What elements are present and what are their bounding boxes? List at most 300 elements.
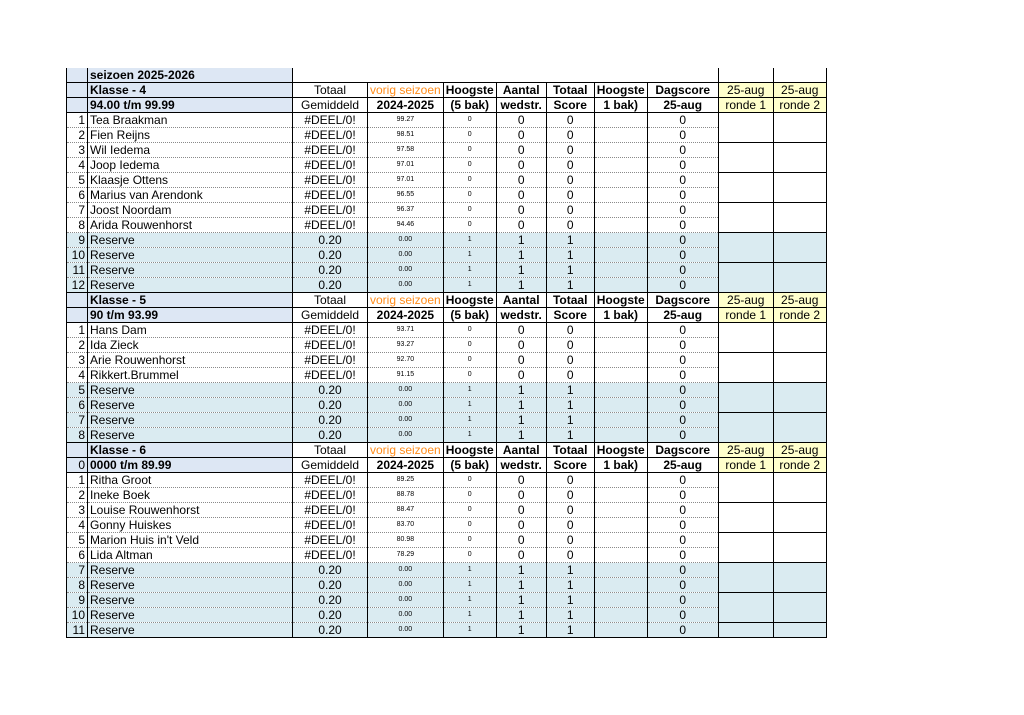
player-gemiddeld: #DEEL/0! [293,173,368,188]
score-sheet [66,68,827,638]
player-hoogste-1bak [594,323,647,338]
ronde-2-cell[interactable] [773,503,826,518]
reserve-row [67,263,827,278]
ronde-2-cell[interactable] [773,248,826,263]
ronde-2-cell[interactable] [773,563,826,578]
player-dagscore: 0 [647,563,718,578]
player-gemiddeld: #DEEL/0! [293,113,368,128]
player-row [67,158,827,173]
player-vorig-seizoen: 0.00 [368,578,444,593]
col-totaal: Totaal [293,443,368,458]
player-dagscore: 0 [647,608,718,623]
reserve-row [67,578,827,593]
row-number: 4 [67,158,88,173]
player-vorig-seizoen: 0.00 [368,428,444,443]
ronde-1-cell[interactable] [718,593,773,608]
player-hoogste-1bak [594,383,647,398]
player-vorig-seizoen: 96.37 [368,203,444,218]
col-ronde-2: ronde 2 [773,458,826,473]
ronde-1-cell[interactable] [718,158,773,173]
player-aantal: 0 [496,488,546,503]
player-gemiddeld: 0.20 [293,383,368,398]
ronde-2-cell[interactable] [773,278,826,293]
player-name[interactable]: Reserve [88,263,293,278]
player-dagscore: 0 [647,248,718,263]
player-vorig-seizoen: 0.00 [368,263,444,278]
player-vorig-seizoen: 88.78 [368,488,444,503]
ronde-1-cell[interactable] [718,263,773,278]
player-name[interactable]: Joop Iedema [88,158,293,173]
player-name[interactable]: Ineke Boek [88,488,293,503]
player-name[interactable]: Marius van Arendonk [88,188,293,203]
player-totaal-score: 1 [546,563,594,578]
ronde-1-cell[interactable] [718,518,773,533]
row-number: 5 [67,173,88,188]
player-aantal: 0 [496,173,546,188]
ronde-2-cell[interactable] [773,608,826,623]
row-number: 11 [67,623,88,638]
ronde-1-cell[interactable] [718,278,773,293]
player-name[interactable]: Reserve [88,398,293,413]
player-gemiddeld: #DEEL/0! [293,533,368,548]
player-gemiddeld: #DEEL/0! [293,143,368,158]
class-subheader-row [67,98,827,113]
player-name[interactable]: Reserve [88,248,293,263]
player-gemiddeld: #DEEL/0! [293,473,368,488]
col-vorig-seizoen: vorig seizoen [368,83,444,98]
col-score: Score [546,458,594,473]
ronde-2-cell[interactable] [773,353,826,368]
player-hoogste: 1 [443,383,496,398]
player-hoogste: 0 [443,548,496,563]
player-totaal-score: 1 [546,623,594,638]
reserve-row [67,383,827,398]
ronde-2-cell[interactable] [773,578,826,593]
player-aantal: 1 [496,563,546,578]
player-vorig-seizoen: 0.00 [368,248,444,263]
player-totaal-score: 0 [546,113,594,128]
player-row [67,368,827,383]
player-vorig-seizoen: 0.00 [368,383,444,398]
ronde-2-cell[interactable] [773,413,826,428]
player-name[interactable]: Arie Rouwenhorst [88,353,293,368]
col-totaal: Totaal [293,83,368,98]
player-hoogste: 1 [443,623,496,638]
ronde-1-cell[interactable] [718,353,773,368]
col-aantal: Aantal [496,293,546,308]
player-aantal: 0 [496,143,546,158]
player-name[interactable]: Ida Zieck [88,338,293,353]
player-hoogste: 0 [443,203,496,218]
row-number: 4 [67,518,88,533]
player-totaal-score: 0 [546,188,594,203]
player-totaal-score: 0 [546,503,594,518]
ronde-1-cell[interactable] [718,113,773,128]
player-name[interactable]: Reserve [88,578,293,593]
ronde-1-cell[interactable] [718,188,773,203]
row-number: 1 [67,113,88,128]
player-totaal-score: 0 [546,158,594,173]
col-vijf-bak: (5 bak) [443,458,496,473]
player-dagscore: 0 [647,158,718,173]
ronde-2-cell[interactable] [773,383,826,398]
ronde-2-cell[interactable] [773,143,826,158]
player-name[interactable]: Marion Huis in't Veld [88,533,293,548]
player-totaal-score: 1 [546,248,594,263]
player-name[interactable]: Reserve [88,623,293,638]
player-gemiddeld: #DEEL/0! [293,488,368,503]
col-hoogste-1bak: Hoogste [594,293,647,308]
ronde-1-cell[interactable] [718,128,773,143]
player-aantal: 0 [496,128,546,143]
ronde-2-cell[interactable] [773,488,826,503]
player-aantal: 0 [496,203,546,218]
ronde-1-cell[interactable] [718,218,773,233]
row-number: 8 [67,428,88,443]
player-dagscore: 0 [647,368,718,383]
col-wedstr: wedstr. [496,458,546,473]
ronde-2-cell[interactable] [773,533,826,548]
row-number: 7 [67,563,88,578]
col-een-bak: 1 bak) [594,458,647,473]
player-name[interactable]: Ritha Groot [88,473,293,488]
player-dagscore: 0 [647,548,718,563]
player-hoogste-1bak [594,488,647,503]
ronde-2-cell[interactable] [773,323,826,338]
reserve-row [67,413,827,428]
ronde-2-cell[interactable] [773,203,826,218]
ronde-1-cell[interactable] [718,623,773,638]
class-range: 90 t/m 93.99 [88,308,293,323]
player-hoogste-1bak [594,113,647,128]
player-hoogste: 1 [443,428,496,443]
player-hoogste-1bak [594,143,647,158]
player-name[interactable]: Reserve [88,383,293,398]
player-aantal: 0 [496,518,546,533]
player-gemiddeld: 0.20 [293,563,368,578]
player-gemiddeld: #DEEL/0! [293,518,368,533]
player-gemiddeld: 0.20 [293,248,368,263]
player-gemiddeld: 0.20 [293,623,368,638]
season-blank-r2 [773,68,826,83]
player-vorig-seizoen: 0.00 [368,593,444,608]
player-hoogste-1bak [594,473,647,488]
player-aantal: 1 [496,263,546,278]
ronde-2-cell[interactable] [773,158,826,173]
player-aantal: 1 [496,413,546,428]
player-name[interactable]: Reserve [88,428,293,443]
player-hoogste-1bak [594,623,647,638]
player-dagscore: 0 [647,188,718,203]
col-ronde-1: ronde 1 [718,308,773,323]
ronde-1-cell[interactable] [718,533,773,548]
player-gemiddeld: #DEEL/0! [293,503,368,518]
row-number: 1 [67,473,88,488]
ronde-1-cell[interactable] [718,473,773,488]
player-hoogste-1bak [594,368,647,383]
player-dagscore: 0 [647,128,718,143]
player-name[interactable]: Tea Braakman [88,113,293,128]
player-dagscore: 0 [647,503,718,518]
player-row [67,128,827,143]
player-totaal-score: 0 [546,533,594,548]
player-name[interactable]: Rikkert.Brummel [88,368,293,383]
player-gemiddeld: #DEEL/0! [293,338,368,353]
player-hoogste: 0 [443,473,496,488]
row-number: 7 [67,413,88,428]
season-blank [293,68,719,83]
player-aantal: 0 [496,533,546,548]
row-number: 6 [67,548,88,563]
row-number: 3 [67,503,88,518]
player-hoogste-1bak [594,608,647,623]
ronde-1-cell[interactable] [718,143,773,158]
player-dagscore: 0 [647,533,718,548]
player-name[interactable]: Lida Altman [88,548,293,563]
player-hoogste-1bak [594,548,647,563]
player-hoogste: 0 [443,353,496,368]
row-number: 5 [67,533,88,548]
reserve-row [67,278,827,293]
player-totaal-score: 0 [546,143,594,158]
ronde-1-cell[interactable] [718,398,773,413]
player-gemiddeld: 0.20 [293,233,368,248]
player-hoogste: 0 [443,113,496,128]
player-row [67,488,827,503]
ronde-2-cell[interactable] [773,473,826,488]
player-row [67,218,827,233]
ronde-2-cell[interactable] [773,398,826,413]
player-name[interactable]: Fien Reijns [88,128,293,143]
player-name[interactable]: Gonny Huiskes [88,518,293,533]
player-totaal-score: 0 [546,323,594,338]
row-number: 8 [67,578,88,593]
player-name[interactable]: Reserve [88,593,293,608]
player-vorig-seizoen: 83.70 [368,518,444,533]
player-vorig-seizoen: 97.01 [368,173,444,188]
player-totaal-score: 0 [546,548,594,563]
col-vijf-bak: (5 bak) [443,308,496,323]
player-totaal-score: 0 [546,338,594,353]
player-aantal: 1 [496,248,546,263]
ronde-1-cell[interactable] [718,488,773,503]
ronde-2-cell[interactable] [773,593,826,608]
ronde-1-cell[interactable] [718,173,773,188]
row-number: 9 [67,593,88,608]
row-number: 6 [67,188,88,203]
class-range: 94.00 t/m 99.99 [88,98,293,113]
ronde-2-cell[interactable] [773,623,826,638]
row-number: 3 [67,353,88,368]
player-totaal-score: 0 [546,203,594,218]
col-jaar: 2024-2025 [368,308,444,323]
ronde-1-cell[interactable] [718,233,773,248]
class-header-corner [67,443,88,458]
col-dagscore: Dagscore [647,293,718,308]
player-vorig-seizoen: 91.15 [368,368,444,383]
ronde-1-cell[interactable] [718,578,773,593]
player-gemiddeld: #DEEL/0! [293,158,368,173]
ronde-1-cell[interactable] [718,548,773,563]
player-name[interactable]: Reserve [88,413,293,428]
ronde-2-cell[interactable] [773,368,826,383]
ronde-1-cell[interactable] [718,428,773,443]
player-dagscore: 0 [647,488,718,503]
player-totaal-score: 1 [546,398,594,413]
row-number: 12 [67,278,88,293]
ronde-2-cell[interactable] [773,173,826,188]
player-name[interactable]: Arida Rouwenhorst [88,218,293,233]
player-dagscore: 0 [647,203,718,218]
season-title: seizoen 2025-2026 [88,68,293,83]
ronde-2-cell[interactable] [773,428,826,443]
player-aantal: 0 [496,473,546,488]
col-totaal-bold: Totaal [546,293,594,308]
col-totaal: Totaal [293,293,368,308]
ronde-2-cell[interactable] [773,188,826,203]
player-aantal: 0 [496,158,546,173]
player-dagscore: 0 [647,338,718,353]
player-name[interactable]: Klaasje Ottens [88,173,293,188]
col-gemiddeld: Gemiddeld [293,308,368,323]
player-aantal: 0 [496,323,546,338]
player-row [67,548,827,563]
class-rownum: 0 [67,458,88,473]
ronde-2-cell[interactable] [773,518,826,533]
player-totaal-score: 1 [546,278,594,293]
player-row [67,203,827,218]
col-jaar: 2024-2025 [368,98,444,113]
season-blank-r1 [718,68,773,83]
player-totaal-score: 0 [546,518,594,533]
row-number: 11 [67,263,88,278]
player-row [67,143,827,158]
ronde-1-cell[interactable] [718,608,773,623]
player-hoogste: 1 [443,413,496,428]
player-vorig-seizoen: 0.00 [368,233,444,248]
player-totaal-score: 1 [546,233,594,248]
ronde-2-cell[interactable] [773,218,826,233]
ronde-1-cell[interactable] [718,368,773,383]
ronde-1-cell[interactable] [718,203,773,218]
ronde-1-cell[interactable] [718,323,773,338]
player-aantal: 0 [496,548,546,563]
class-header-row [67,293,827,308]
player-name[interactable]: Reserve [88,233,293,248]
player-vorig-seizoen: 88.47 [368,503,444,518]
reserve-row [67,428,827,443]
player-name[interactable]: Wil Iedema [88,143,293,158]
col-aantal: Aantal [496,83,546,98]
player-vorig-seizoen: 92.70 [368,353,444,368]
ronde-2-cell[interactable] [773,128,826,143]
ronde-1-cell[interactable] [718,383,773,398]
row-number: 5 [67,383,88,398]
ronde-1-cell[interactable] [718,338,773,353]
player-gemiddeld: #DEEL/0! [293,188,368,203]
row-number: 2 [67,338,88,353]
class-subheader-row [67,458,827,473]
player-dagscore: 0 [647,578,718,593]
player-aantal: 1 [496,578,546,593]
player-hoogste-1bak [594,263,647,278]
ronde-2-cell[interactable] [773,113,826,128]
ronde-2-cell[interactable] [773,233,826,248]
player-totaal-score: 0 [546,473,594,488]
player-name[interactable]: Reserve [88,563,293,578]
reserve-row [67,563,827,578]
player-vorig-seizoen: 93.27 [368,338,444,353]
reserve-row [67,623,827,638]
player-row [67,113,827,128]
reserve-row [67,608,827,623]
ronde-1-cell[interactable] [718,248,773,263]
ronde-2-cell[interactable] [773,338,826,353]
player-hoogste: 1 [443,593,496,608]
col-ronde-1: ronde 1 [718,98,773,113]
player-name[interactable]: Louise Rouwenhorst [88,503,293,518]
col-score: Score [546,98,594,113]
player-dagscore: 0 [647,353,718,368]
player-gemiddeld: 0.20 [293,593,368,608]
player-hoogste: 1 [443,578,496,593]
player-aantal: 1 [496,428,546,443]
col-dagscore-date: 25-aug [647,308,718,323]
player-name[interactable]: Hans Dam [88,323,293,338]
class-rownum [67,308,88,323]
player-hoogste-1bak [594,353,647,368]
ronde-1-cell[interactable] [718,503,773,518]
class-rownum [67,98,88,113]
player-dagscore: 0 [647,518,718,533]
player-name[interactable]: Reserve [88,278,293,293]
col-hoogste-1bak: Hoogste [594,83,647,98]
player-vorig-seizoen: 98.51 [368,128,444,143]
player-hoogste: 0 [443,173,496,188]
player-name[interactable]: Joost Noordam [88,203,293,218]
player-hoogste: 0 [443,158,496,173]
player-row [67,503,827,518]
player-name[interactable]: Reserve [88,608,293,623]
player-hoogste-1bak [594,338,647,353]
player-hoogste-1bak [594,128,647,143]
player-hoogste-1bak [594,188,647,203]
ronde-2-cell[interactable] [773,548,826,563]
player-vorig-seizoen: 89.25 [368,473,444,488]
player-aantal: 0 [496,503,546,518]
player-dagscore: 0 [647,218,718,233]
col-dagscore-date: 25-aug [647,98,718,113]
col-gemiddeld: Gemiddeld [293,98,368,113]
class-subheader-row [67,308,827,323]
player-hoogste: 1 [443,608,496,623]
player-gemiddeld: 0.20 [293,608,368,623]
player-aantal: 1 [496,593,546,608]
ronde-2-cell[interactable] [773,263,826,278]
player-row [67,518,827,533]
player-totaal-score: 0 [546,173,594,188]
player-gemiddeld: #DEEL/0! [293,203,368,218]
player-hoogste-1bak [594,233,647,248]
player-row [67,338,827,353]
player-totaal-score: 1 [546,383,594,398]
class-header-corner [67,293,88,308]
player-vorig-seizoen: 0.00 [368,278,444,293]
player-aantal: 0 [496,113,546,128]
ronde-1-cell[interactable] [718,413,773,428]
ronde-1-cell[interactable] [718,563,773,578]
player-hoogste-1bak [594,173,647,188]
